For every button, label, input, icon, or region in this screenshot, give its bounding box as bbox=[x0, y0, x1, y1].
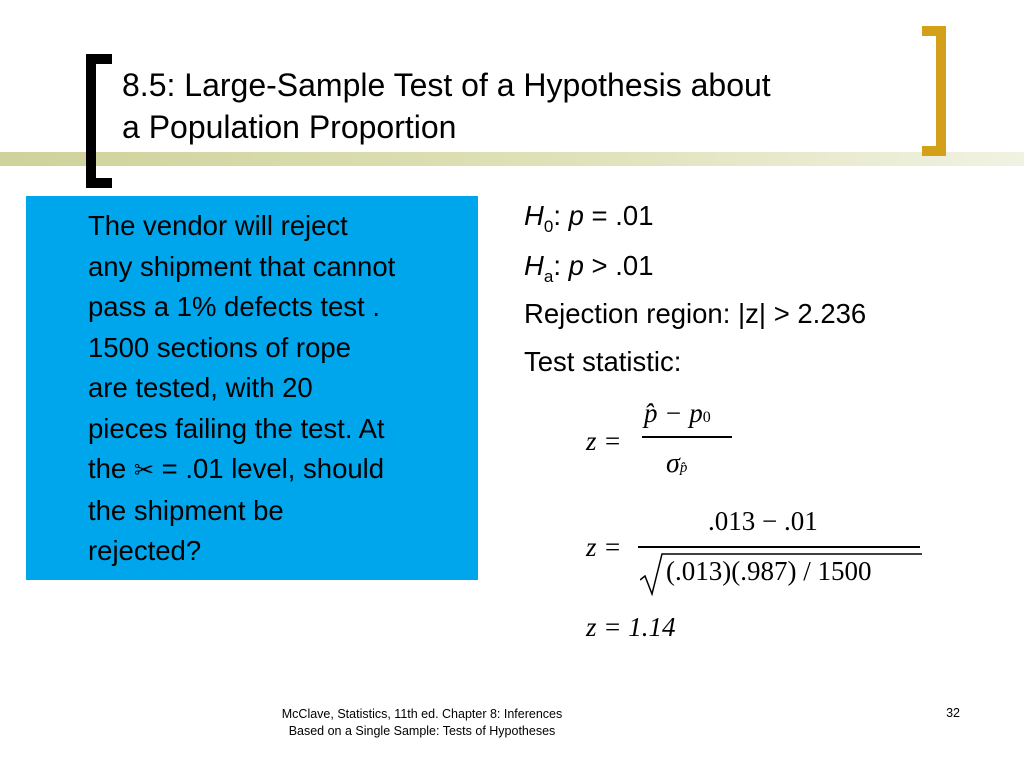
left-bracket-bottom bbox=[86, 178, 112, 188]
h-symbol: H bbox=[524, 200, 544, 231]
problem-line: pieces failing the test. At bbox=[88, 412, 385, 444]
formula-z-substitution bbox=[586, 504, 926, 596]
problem-line-part: = .01 level, should bbox=[153, 453, 385, 484]
h-subscript: 0 bbox=[543, 217, 554, 236]
page-number: 32 bbox=[946, 706, 960, 720]
formula-numerator-text: p̂ − p bbox=[644, 398, 703, 428]
problem-line: pass a 1% defects test . bbox=[88, 291, 380, 322]
h-symbol: H bbox=[524, 250, 544, 281]
formula-z-definition bbox=[586, 396, 746, 496]
h-subscript: a bbox=[543, 267, 554, 286]
slide-title-line2: a Population Proportion bbox=[122, 109, 457, 145]
p-symbol: p bbox=[568, 200, 584, 231]
slide-title bbox=[122, 64, 942, 148]
formula-lhs: z = bbox=[586, 426, 622, 456]
problem-line: the shipment be bbox=[88, 494, 284, 526]
left-bracket bbox=[86, 54, 96, 188]
right-bracket-top bbox=[922, 26, 946, 36]
problem-line bbox=[88, 449, 473, 491]
fraction-bar bbox=[638, 546, 920, 548]
title-accent-band bbox=[0, 152, 1024, 166]
hyp-value: > .01 bbox=[583, 250, 654, 281]
footer-line: Based on a Single Sample: Tests of Hypotheses bbox=[288, 724, 556, 738]
slide-title-line1: 8.5: Large-Sample Test of a Hypothesis about bbox=[122, 67, 771, 103]
hyp-value: = .01 bbox=[583, 200, 654, 231]
footer-citation bbox=[262, 706, 582, 740]
formula-lhs: z = bbox=[586, 532, 622, 562]
formula-numerator: .013 − .01 bbox=[708, 506, 818, 536]
fraction-bar bbox=[642, 436, 732, 438]
formula-denominator bbox=[666, 448, 687, 480]
sigma-subscript: p̂ bbox=[679, 460, 688, 476]
left-bracket-top bbox=[86, 54, 112, 64]
alpha-scissors-icon: ✂ bbox=[133, 456, 154, 484]
alternative-hypothesis bbox=[524, 250, 654, 286]
formula-numerator bbox=[644, 398, 711, 429]
footer-line: McClave, Statistics, 11th ed. Chapter 8: Inferences bbox=[281, 707, 563, 721]
problem-line-part: the bbox=[88, 453, 127, 484]
problem-line: The vendor will reject bbox=[88, 210, 348, 241]
p-symbol: p bbox=[568, 250, 584, 281]
problem-line: rejected? bbox=[88, 535, 202, 566]
problem-line: 1500 sections of rope bbox=[88, 331, 351, 363]
formula-denominator: (.013)(.987) / 1500 bbox=[666, 556, 872, 586]
formula-numerator-subscript: 0 bbox=[702, 409, 711, 426]
rejection-region: Rejection region: |z| > 2.236 bbox=[524, 298, 867, 329]
sigma-symbol: σ bbox=[666, 448, 680, 479]
null-hypothesis bbox=[524, 200, 654, 236]
test-statistic-label: Test statistic: bbox=[524, 346, 682, 377]
colon: : bbox=[553, 200, 569, 231]
formula-z-result: z = 1.14 bbox=[586, 612, 676, 642]
problem-line: are tested, with 20 bbox=[88, 372, 313, 403]
problem-line: any shipment that cannot bbox=[88, 250, 396, 282]
colon: : bbox=[553, 250, 569, 281]
problem-text bbox=[88, 206, 473, 572]
